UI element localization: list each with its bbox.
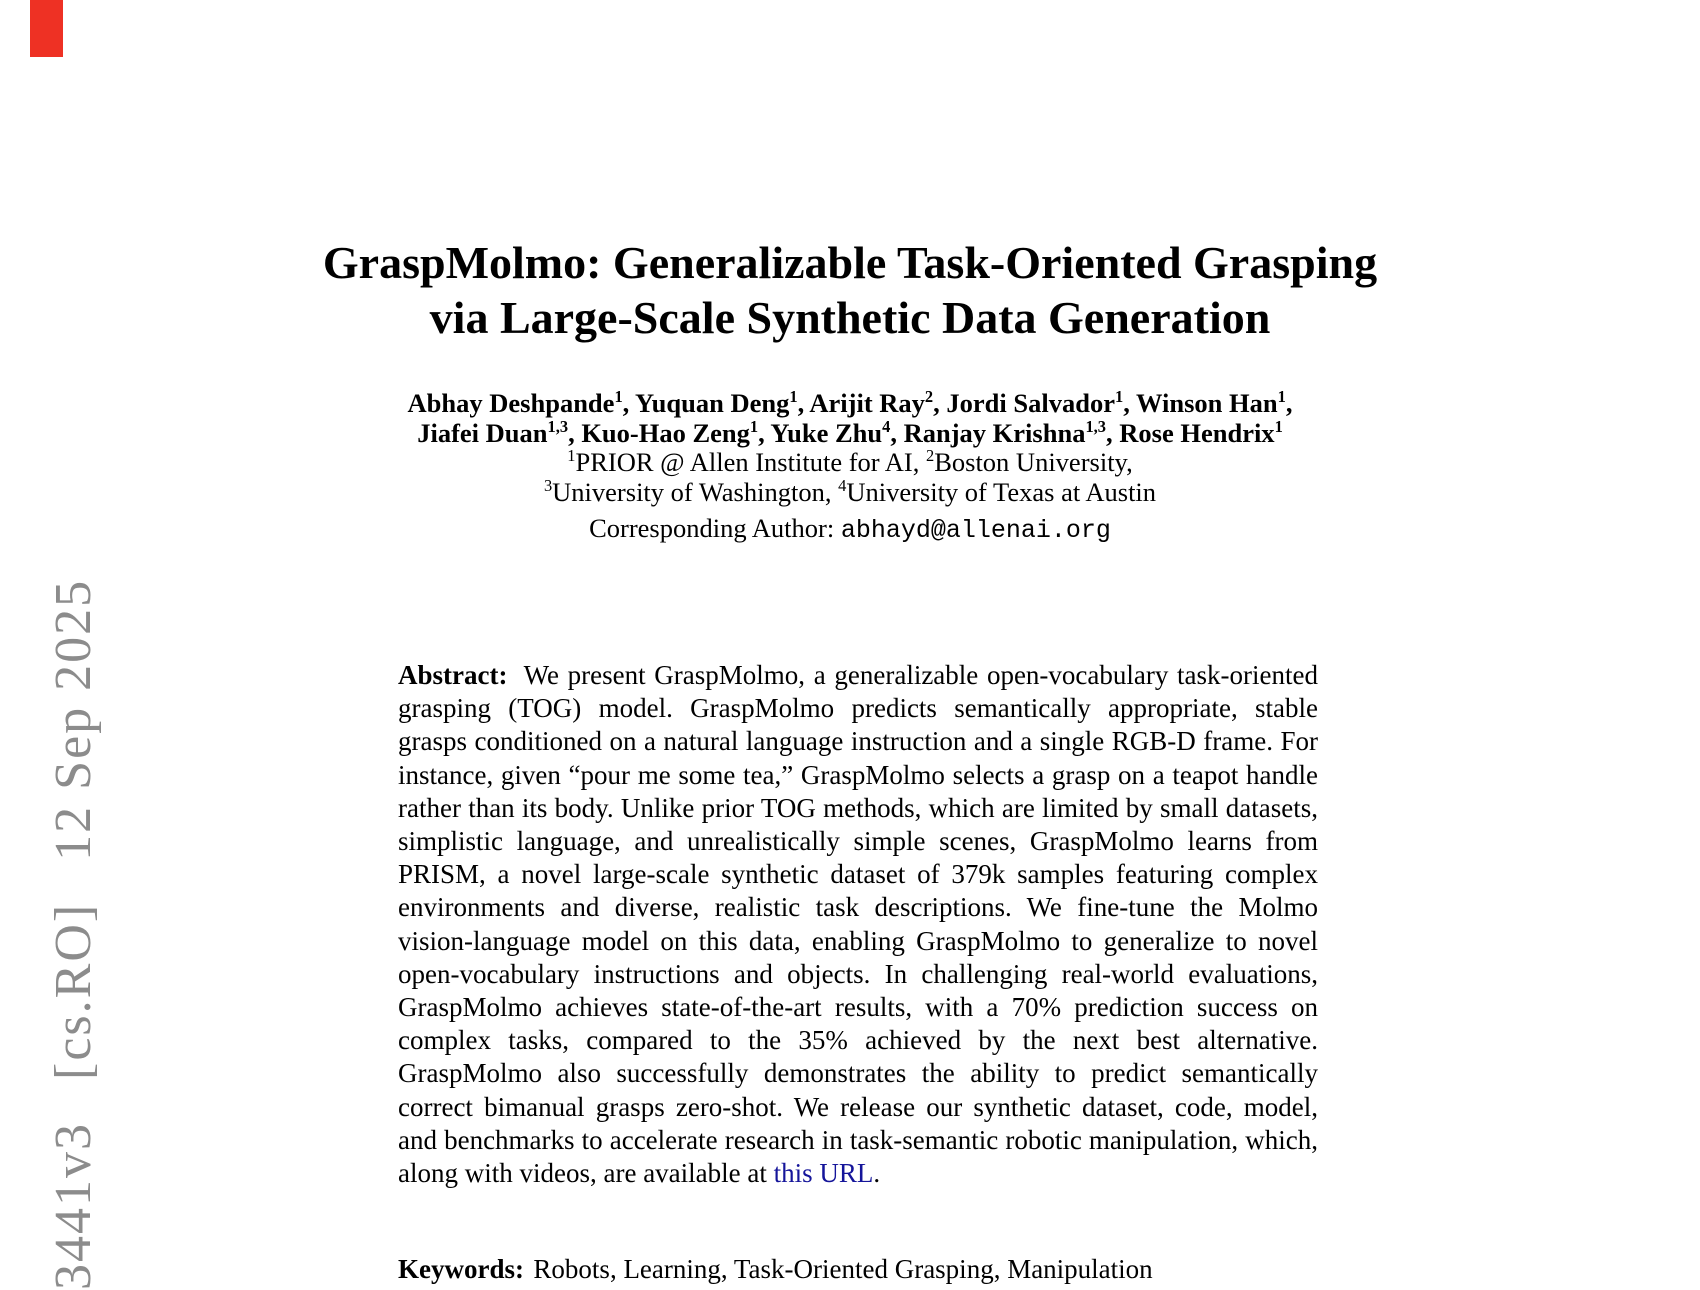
affiliation-line: $^1$PRIOR @ Allen Institute for AI, $^2$Boston University, (567, 446, 1133, 477)
paper-title-line: via Large-Scale Synthetic Data Generation (429, 291, 1271, 343)
author-affiliation-superscript: 1,3 (1085, 416, 1106, 436)
author-affiliation-superscript: 1 (749, 416, 759, 436)
abstract-label: Abstract: (398, 660, 508, 690)
author-name: Jiafei Duan (417, 417, 548, 448)
author-line: Abhay Deshpande$^1$, Yuquan Deng$^1$, Arijit Ray$^2$, Jordi Salvador$^1$, Winson Han$^1$, (407, 387, 1293, 418)
keywords-label: Keywords: (398, 1254, 524, 1284)
author-affiliation-superscript: 4 (882, 416, 891, 436)
author-name: Abhay Deshpande (407, 388, 615, 418)
abstract-period: . (873, 1158, 881, 1189)
arxiv-watermark (44, 579, 103, 1290)
author-affiliation-superscript: 1 (1114, 387, 1124, 407)
affiliation-line: $^3$University of Washington, $^4$University of Texas at Austin (543, 475, 1157, 507)
corresponding-label: Corresponding Author: (589, 513, 841, 543)
affiliation-superscript: 2 (925, 446, 935, 466)
corresponding-email: abhayd@allenai.org (840, 516, 1111, 545)
author-line: Jiafei Duan$^{1,3}$, Kuo-Hao Zeng$^1$, Yuke Zhu$^4$, Ranjay Krishna$^{1,3}$, Rose Hendrix$^1$ (417, 416, 1283, 448)
author-name: Jordi Salvador (946, 388, 1115, 418)
author-affiliation-superscript: 1 (789, 387, 798, 407)
paper-title-line: GraspMolmo: Generalizable Task-Oriented Grasping (322, 236, 1378, 288)
arxiv-watermark-segment: [cs.RO] (45, 902, 102, 1080)
arxiv-watermark-segment: 12 Sep 2025 (45, 578, 102, 861)
author-name: Rose Hendrix (1119, 417, 1275, 448)
corresponding-author-line (0, 514, 1700, 546)
author-affiliation-superscript: 1 (1274, 416, 1283, 436)
paper-title (0, 235, 1700, 345)
author-name: Kuo-Hao Zeng (581, 417, 750, 448)
keywords-line (398, 1253, 1318, 1286)
header-block (0, 389, 1700, 546)
author-affiliation-superscript: 1 (1277, 387, 1286, 407)
arxiv-watermark-segment: 3441v3 (45, 1122, 102, 1290)
red-marker (30, 0, 63, 57)
author-affiliation-superscript: 1 (614, 387, 623, 407)
abstract-text: We present GraspMolmo, a generalizable open-vocabulary task-oriented grasping (TOG) model. GraspMolmo predicts semantically appropriate, stable grasps conditioned on a natural language instruction and a single RGB-D frame. For instance, given “pour me some tea,” GraspMolmo selects a grasp on a teapot handle rather than its body. Unlike prior TOG methods, which are limited by small datasets, simplistic language, and unrealistically simple scenes, GraspMolmo learns from PRISM, a novel large-scale synthetic dataset of 379k samples featuring complex environments and diverse, realistic task descriptions. We fine-tune the Molmo vision-language model on this data, enabling GraspMolmo to generalize to novel open-vocabulary instructions and objects. In challenging real-world evaluations, GraspMolmo achieves state-of-the-art results, with a 70% prediction success on complex tasks, compared to the 35% achieved by the next best alternative. GraspMolmo also successfully demonstrates the ability to predict semantically correct bimanual grasps zero-shot. We release our synthetic dataset, code, model, and benchmarks to accelerate research in task-semantic robotic manipulation, which, along with videos, are available at (398, 660, 1318, 1189)
abstract (398, 659, 1318, 1190)
author-name: Ranjay Krishna (903, 417, 1086, 448)
author-name: Yuquan Deng (634, 388, 790, 418)
author-name: Yuke Zhu (770, 417, 883, 448)
author-name: Winson Han (1135, 388, 1278, 418)
author-affiliation-superscript: 2 (924, 387, 934, 407)
abstract-url-link[interactable]: this URL (773, 1158, 874, 1189)
affiliation-superscript: 1 (567, 446, 576, 466)
affiliation-superscript: 3 (543, 475, 553, 495)
keywords-text: Robots, Learning, Task-Oriented Grasping, Manipulation (533, 1254, 1153, 1284)
author-name: Arijit Ray (809, 388, 925, 418)
affiliation-superscript: 4 (838, 475, 847, 495)
author-affiliation-superscript: 1,3 (547, 416, 569, 436)
